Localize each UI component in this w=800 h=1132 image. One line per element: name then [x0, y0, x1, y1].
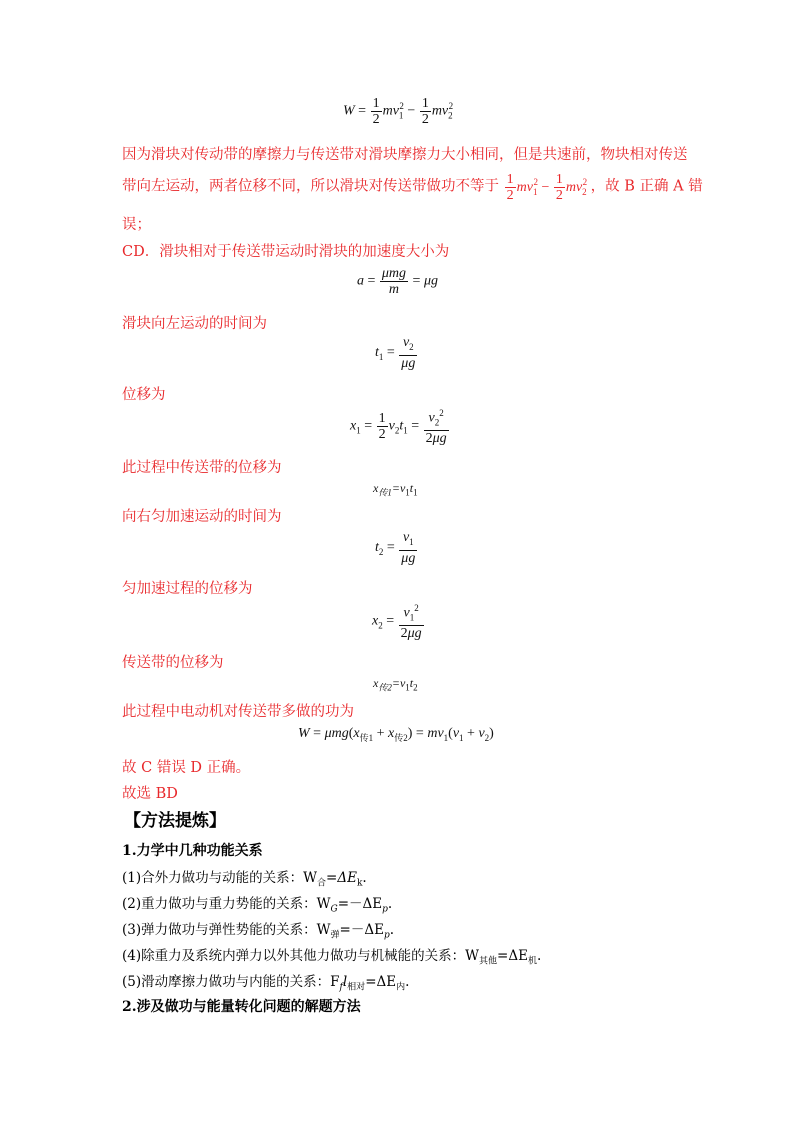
method-heading: 【方法提炼】	[124, 811, 226, 831]
conclusion-answer: 故选 BD	[122, 786, 178, 802]
paragraph-line-1: 因为滑块对传动带的摩擦力与传送带对滑块摩擦力大小相同，但是共速前，物块相对传送	[122, 147, 688, 163]
equation-x2: $x_2$ = $\frac{v_1^2}{2\mu g}$	[372, 603, 422, 642]
text-motor-work: 此过程中电动机对传送带多做的功为	[122, 704, 354, 720]
list-item-5: (5)滑动摩擦力做功与内能的关系：$F_fl_{相对}=\Delta E_内$.	[122, 974, 410, 993]
text-left-time: 滑块向左运动的时间为	[122, 316, 267, 332]
equation-work-top: W = $\frac{1}{2}$ $mv_1^2$ − $\frac{1}{2}$ $mv_2^2$	[343, 96, 454, 127]
paragraph-line-2-text: 带向左运动，两者位移不同，所以滑块对传送带做功不等于	[122, 178, 499, 195]
list-item-2: (2)重力做功与重力势能的关系：$W_G=-\Delta E_p$.	[122, 896, 393, 915]
paragraph-line-2-end: ，故 B 正确 A 错	[590, 178, 703, 195]
equation-x1: $x_1$ = $\frac{1}{2}$ $v_2t_1$ = $\frac{v_2^2}{2\mu g}$	[350, 408, 447, 447]
text-right-time: 向右匀加速运动的时间为	[122, 509, 282, 525]
equation-motor-work: $W = \mu mg(x_{传1} + x_{传2}) = mv_1(v_1 + v_2)$	[298, 726, 494, 743]
conclusion-cd: 故 C 错误 D 正确。	[122, 760, 251, 776]
paragraph-line-3: 误；	[122, 217, 151, 233]
text-accel-displacement: 匀加速过程的位移为	[122, 581, 253, 597]
equation-x-belt-1: $x_{传1}=v_1t_1$	[373, 481, 418, 498]
list-item-1: (1)合外力做功与动能的关系：$W_合=\Delta E_k$.	[122, 870, 367, 889]
list-item-4: (4)除重力及系统内弹力以外其他力做功与机械能的关系：$W_{其他}=\Delta E_机$.	[122, 948, 542, 967]
equation-t1: $t_1$ = $\frac{v_2}{\mu g}$	[375, 335, 416, 371]
list-item-3: (3)弹力做功与弹性势能的关系：$W_弹=-\Delta E_p$.	[122, 922, 394, 941]
inline-equation: $\frac{1}{2}$ $mv_1^2$ − $\frac{1}{2}$ $mv_2^2$	[506, 172, 588, 203]
section-2-title: 2.涉及做功与能量转化问题的解题方法	[122, 999, 361, 1015]
text-belt-displacement-2: 传送带的位移为	[122, 655, 224, 671]
paragraph-line-2	[122, 172, 703, 203]
equation-acceleration: a = $\frac{\text{μmg}}{m}$ = μg	[357, 266, 438, 297]
equation-t2: $t_2$ = $\frac{v_1}{\mu g}$	[375, 530, 416, 566]
section-1-title: 1.力学中几种功能关系	[122, 843, 263, 859]
equation-x-belt-2: $x_{传2}=v_1t_2$	[373, 676, 418, 693]
text-displacement: 位移为	[122, 387, 166, 403]
cd-line: CD．滑块相对于传送带运动时滑块的加速度大小为	[122, 244, 450, 260]
text-belt-displacement-1: 此过程中传送带的位移为	[122, 460, 282, 476]
